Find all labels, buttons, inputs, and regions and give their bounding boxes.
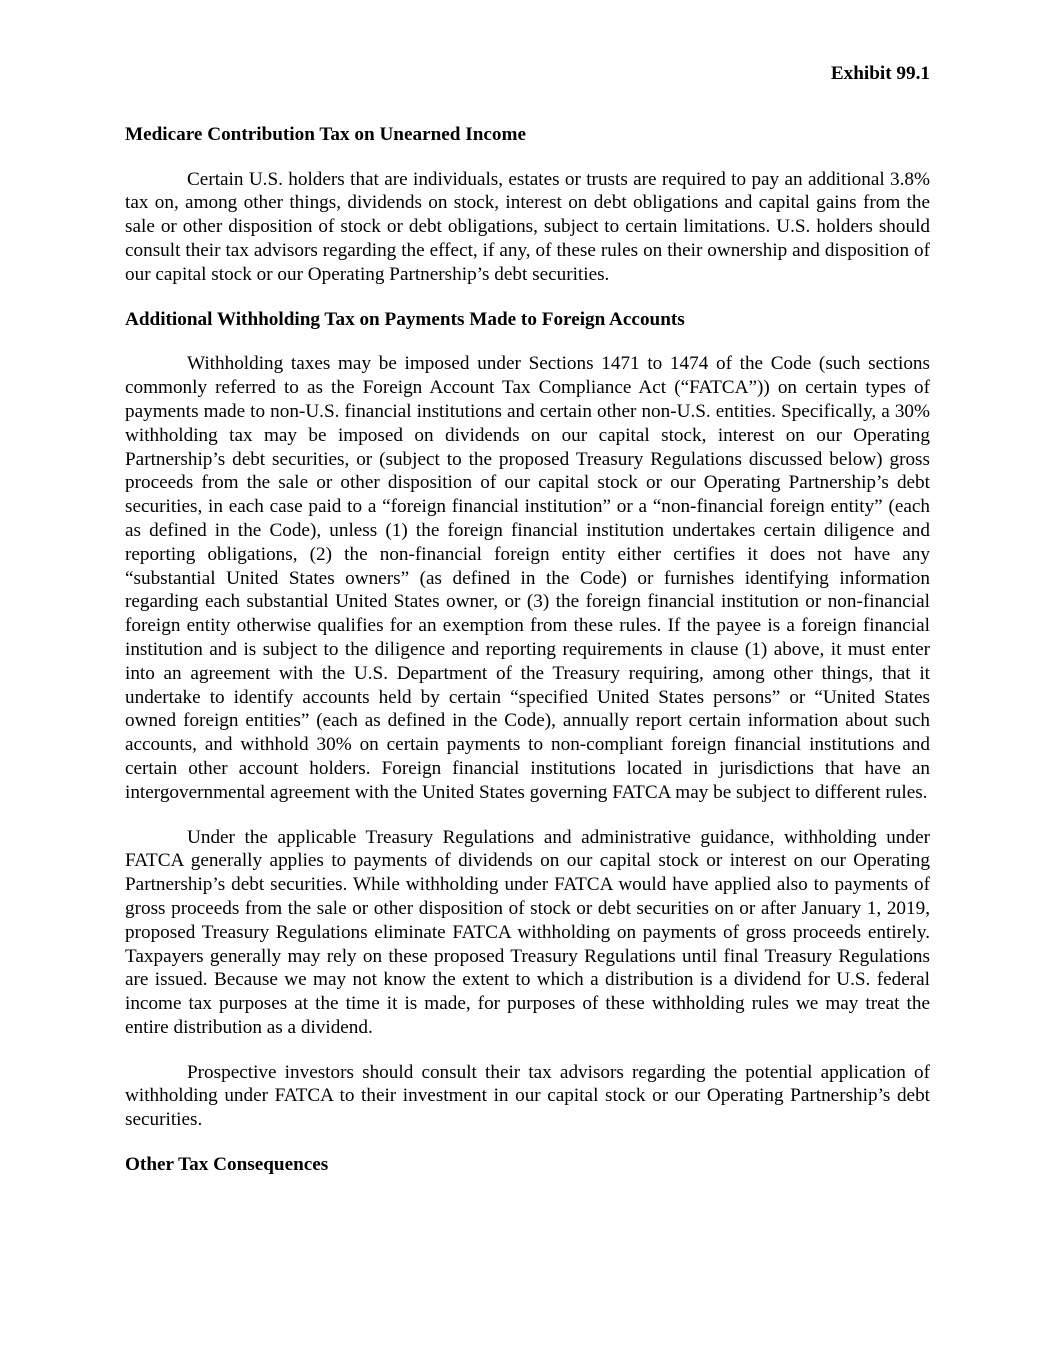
paragraph: Prospective investors should consult their tax advisors regarding the potential application of withholding under FATCA to their investment in our capital stock or our Operating Partnership’s debt securities. (125, 1061, 930, 1131)
section-additional-withholding (125, 308, 930, 1133)
section-heading: Additional Withholding Tax on Payments Made to Foreign Accounts (125, 308, 685, 330)
paragraph: Under the applicable Treasury Regulations and administrative guidance, withholding under FATCA generally applies to payments of dividends on our capital stock or interest on our Operating Partnership’s debt securities. While withholding under FATCA would have applied also to payments of gross proceeds from the sale or other disposition of stock or debt securities on or after January 1, 2019, proposed Treasury Regulations eliminate FATCA withholding on payments of gross proceeds entirely. Taxpayers generally may rely on these proposed Treasury Regulations until final Treasury Regulations are issued. Because we may not know the extent to which a distribution is a dividend for U.S. federal income tax purposes at the time it is made, for purposes of these withholding rules we may treat the entire distribution as a dividend. (125, 826, 930, 1038)
document-page (125, 62, 930, 1198)
exhibit-label: Exhibit 99.1 (830, 63, 930, 84)
paragraph: Certain U.S. holders that are individuals, estates or trusts are required to pay an additional 3.8% tax on, among other things, dividends on stock, interest on debt obligations and capital gains from the sale or other disposition of stock or debt obligations, subject to certain limitations. U.S. holders should consult their tax advisors regarding the effect, if any, of these rules on their ownership and disposition of our capital stock or our Operating Partnership’s debt securities. (125, 168, 930, 285)
section-heading: Other Tax Consequences (125, 1154, 329, 1176)
section-medicare-tax (125, 123, 930, 287)
section-heading: Medicare Contribution Tax on Unearned Income (125, 123, 526, 145)
paragraph: Withholding taxes may be imposed under Sections 1471 to 1474 of the Code (such sections commonly referred to as the Foreign Account Tax Compliance Act (“FATCA”)) on certain types of payments made to non-U.S. financial institutions and certain other non-U.S. entities. Specifically, a 30% withholding tax may be imposed on dividends on our capital stock, interest on our Operating Partnership’s debt securities, or (subject to the proposed Treasury Regulations discussed below) gross proceeds from the sale or other disposition of our capital stock or our Operating Partnership’s debt securities, in each case paid to a “foreign financial institution” or a “non-financial foreign entity” (each as defined in the Code), unless (1) the foreign financial institution undertakes certain diligence and reporting obligations, (2) the non-financial foreign entity either certifies it does not have any “substantial United States owners” (as defined in the Code) or furnishes identifying information regarding each substantial United States owner, or (3) the foreign financial institution or non-financial foreign entity otherwise qualifies for an exemption from these rules. If the payee is a foreign financial institution and is subject to the diligence and reporting requirements in clause (1) above, it must enter into an agreement with the U.S. Department of the Treasury requiring, among other things, that it undertake to identify accounts held by certain “specified United States persons” or “United States owned foreign entities” (each as defined in the Code), annually report certain information about such accounts, and withhold 30% on certain payments to non-compliant foreign financial institutions and certain other account holders. Foreign financial institutions located in jurisdictions that have an intergovernmental agreement with the United States governing FATCA may be subject to different rules. (125, 353, 930, 803)
section-other-tax-consequences (125, 1153, 930, 1177)
